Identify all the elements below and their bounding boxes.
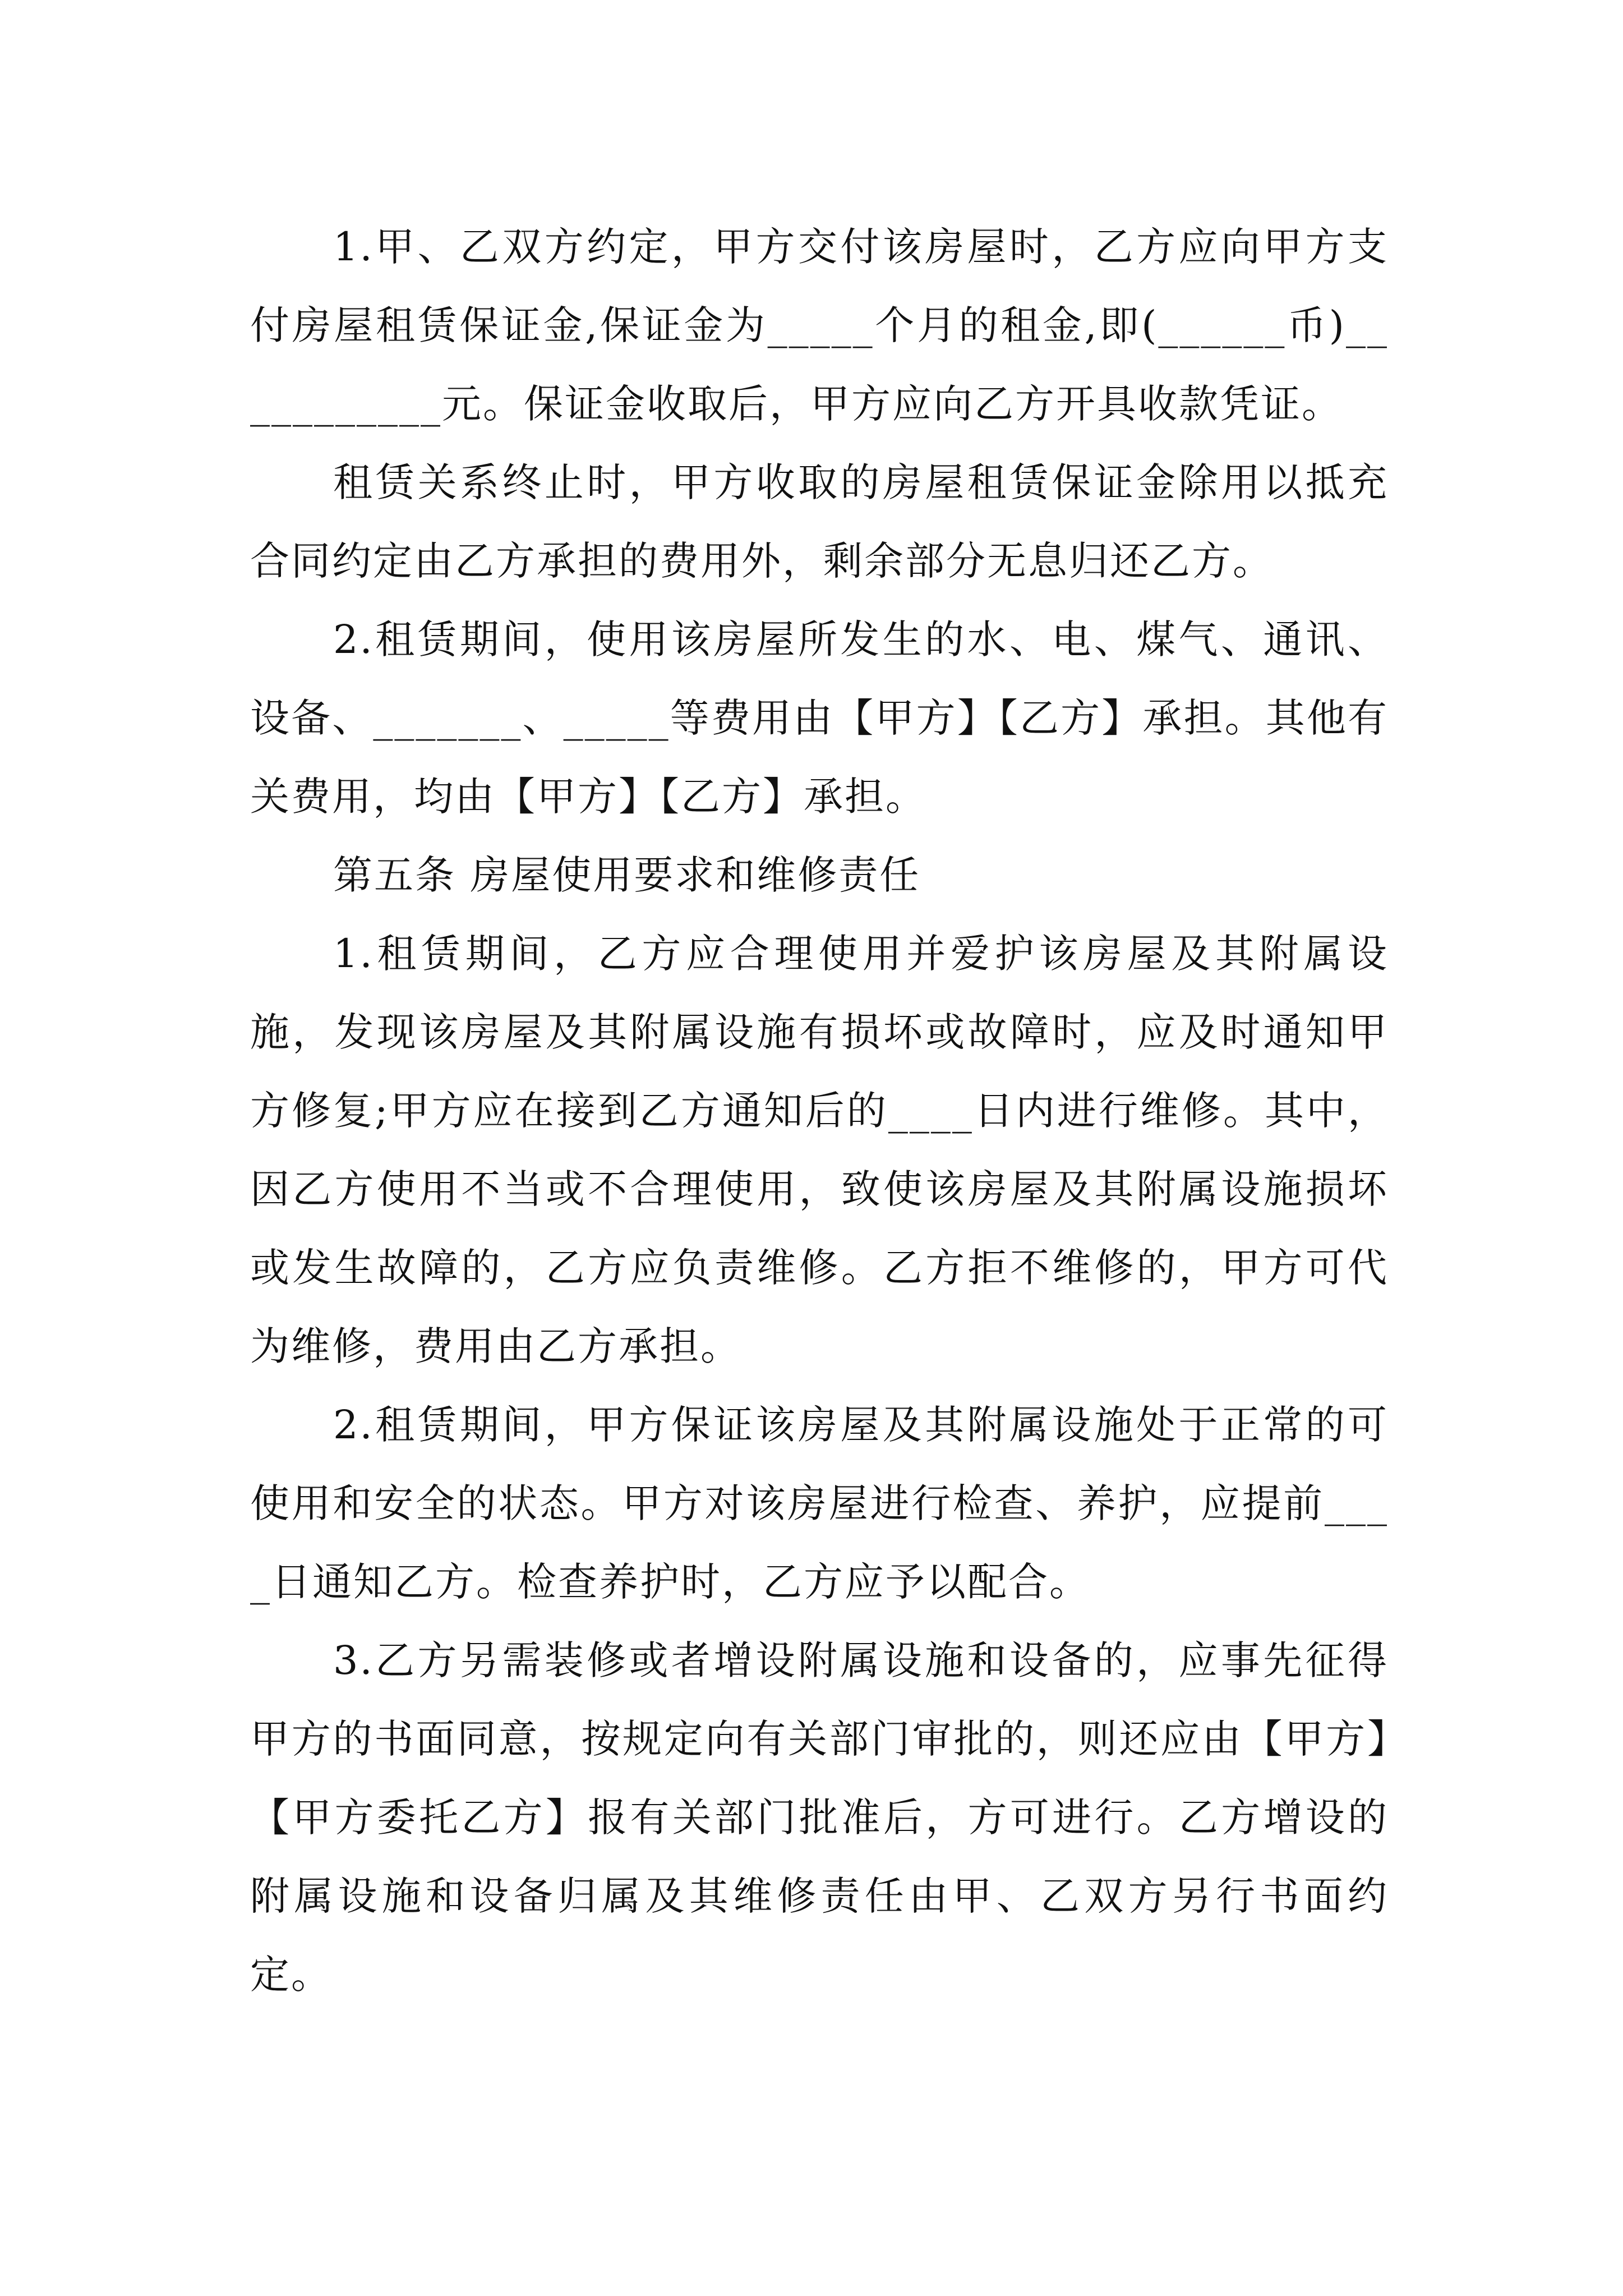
paragraph-renovation: 3.乙方另需装修或者增设附属设施和设备的，应事先征得甲方的书面同意，按规定向有关部门审批的，则还应由【甲方】【甲方委托乙方】报有关部门批准后，方可进行。乙方增设的附属设施和设备归属及其维修责任由甲、乙双方另行书面约定。 — [250, 1637, 1389, 1998]
paragraph-tenant-maintenance: 1.租赁期间，乙方应合理使用并爱护该房屋及其附属设施，发现该房屋及其附属设施有损坏或故障时，应及时通知甲方修复;甲方应在接到乙方通知后的____日内进行维修。其中，因乙方使用不当或不合理使用，致使该房屋及其附属设施损坏或发生故障的，乙方应负责维修。乙方拒不维修的，甲方可代为维修，费用由乙方承担。 — [250, 931, 1389, 1369]
document-body — [250, 208, 1389, 2014]
paragraph-deposit: 1.甲、乙双方约定，甲方交付该房屋时，乙方应向甲方支付房屋租赁保证金,保证金为_____个月的租金,即(______币)___________元。保证金收取后，甲方应向乙方开具收款凭证。 — [250, 224, 1389, 427]
paragraph-utility-fees: 2.租赁期间，使用该房屋所发生的水、电、煤气、通讯、设备、_______、_____等费用由【甲方】【乙方】承担。其他有关费用，均由【甲方】【乙方】承担。 — [250, 616, 1389, 820]
section-heading-article-5: 第五条 房屋使用要求和维修责任 — [333, 852, 921, 898]
paragraph-deposit-return: 租赁关系终止时，甲方收取的房屋租赁保证金除用以抵充合同约定由乙方承担的费用外，剩余部分无息归还乙方。 — [250, 459, 1389, 584]
paragraph-landlord-inspection: 2.租赁期间，甲方保证该房屋及其附属设施处于正常的可使用和安全的状态。甲方对该房屋进行检查、养护，应提前____日通知乙方。检查养护时，乙方应予以配合。 — [250, 1402, 1389, 1605]
